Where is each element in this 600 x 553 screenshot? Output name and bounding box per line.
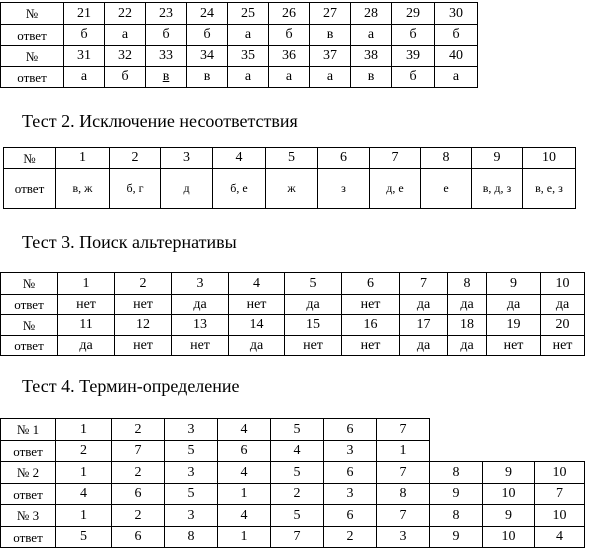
- table-cell: нет: [342, 336, 400, 356]
- table-cell: 34: [187, 46, 228, 67]
- table-cell: 5: [285, 273, 342, 295]
- table-cell: 26: [269, 3, 310, 25]
- table1-row: [1, 67, 478, 88]
- row-header-cell: ответ: [1, 441, 56, 462]
- table-cell: а: [351, 25, 392, 46]
- table-cell: нет: [487, 336, 541, 356]
- number-cell: 3: [161, 148, 213, 169]
- row-header-cell: ответ: [1, 25, 64, 46]
- table-cell: нет: [541, 336, 585, 356]
- test4-row: [1, 527, 585, 548]
- answer-cell: е: [421, 169, 472, 209]
- table-cell: да: [58, 336, 115, 356]
- number-cell: 5: [266, 148, 318, 169]
- row-header-cell: № 1: [1, 419, 56, 441]
- table-cell: 10: [483, 484, 535, 505]
- table-cell: 2: [56, 441, 112, 462]
- row-header-cell: ответ: [1, 336, 58, 356]
- table-cell: 8: [448, 273, 487, 295]
- table-cell: 4: [218, 419, 271, 441]
- table-cell: а: [105, 25, 146, 46]
- table-cell: б: [64, 25, 105, 46]
- table-cell: да: [448, 336, 487, 356]
- test4-row: [1, 484, 585, 505]
- table-cell: 2: [112, 419, 165, 441]
- number-cell: 1: [56, 148, 110, 169]
- test2-numbers-row: [4, 148, 576, 169]
- table-cell: 2: [271, 484, 324, 505]
- table-cell: 30: [435, 3, 478, 25]
- table-cell: 28: [351, 3, 392, 25]
- table-cell: 2: [112, 505, 165, 527]
- row-header-cell: ответ: [1, 527, 56, 548]
- table-cell: 33: [146, 46, 187, 67]
- table-cell: 25: [228, 3, 269, 25]
- table-cell: 10: [535, 505, 585, 527]
- table-cell: б: [187, 25, 228, 46]
- table-cell: нет: [229, 295, 285, 315]
- test4-row: [1, 462, 585, 484]
- table1-row: [1, 46, 478, 67]
- table-cell: 3: [377, 527, 430, 548]
- row-header-cell: №: [4, 148, 56, 169]
- table-cell: 27: [310, 3, 351, 25]
- table-cell: 6: [112, 527, 165, 548]
- test3-row: [1, 336, 585, 356]
- table-cell: 5: [165, 441, 218, 462]
- row-header-cell: ответ: [4, 169, 56, 209]
- table-cell: 3: [165, 505, 218, 527]
- table-cell: 5: [271, 419, 324, 441]
- test2-heading: Тест 2. Исключение несоответствия: [22, 111, 298, 131]
- table-cell: 12: [115, 315, 172, 336]
- table-cell: а: [228, 67, 269, 88]
- test4-row: [1, 505, 585, 527]
- row-header-cell: № 2: [1, 462, 56, 484]
- table-cell: 3: [172, 273, 229, 295]
- table-cell: 8: [165, 527, 218, 548]
- table-cell: 32: [105, 46, 146, 67]
- test4-table: [0, 418, 585, 548]
- table-cell: нет: [58, 295, 115, 315]
- table-cell: 9: [430, 527, 483, 548]
- table-cell: 36: [269, 46, 310, 67]
- table-cell: да: [541, 295, 585, 315]
- table-cell: 6: [324, 419, 377, 441]
- table1-row: [1, 3, 478, 25]
- table-cell: нет: [115, 336, 172, 356]
- table-cell: нет: [172, 336, 229, 356]
- table-cell: 7: [535, 484, 585, 505]
- test4-body: [1, 419, 585, 548]
- number-cell: 7: [370, 148, 421, 169]
- test3-row: [1, 295, 585, 315]
- row-header-cell: №: [1, 273, 58, 295]
- table-cell: 5: [271, 505, 324, 527]
- table-cell: 2: [324, 527, 377, 548]
- table-cell: а: [435, 67, 478, 88]
- table-cell: 9: [487, 273, 541, 295]
- table-cell: да: [487, 295, 541, 315]
- table-cell: 38: [351, 46, 392, 67]
- answer-cell: ж: [266, 169, 318, 209]
- table-cell: 21: [64, 3, 105, 25]
- table-cell: 18: [448, 315, 487, 336]
- table-cell: 4: [218, 505, 271, 527]
- table1-row: [1, 25, 478, 46]
- table-cell: 3: [165, 462, 218, 484]
- test4-row: [1, 441, 585, 462]
- row-header-cell: №: [1, 46, 64, 67]
- test4-heading: Тест 4. Термин-определение: [22, 376, 240, 396]
- table-cell: 6: [324, 505, 377, 527]
- table-cell: 1: [56, 505, 112, 527]
- number-cell: 9: [472, 148, 523, 169]
- table-cell: 8: [430, 505, 483, 527]
- answer-cell: з: [318, 169, 370, 209]
- table-cell: 10: [483, 527, 535, 548]
- table-cell: да: [448, 295, 487, 315]
- table-cell: 14: [229, 315, 285, 336]
- table-cell: 5: [165, 484, 218, 505]
- row-header-cell: № 3: [1, 505, 56, 527]
- table-cell: 8: [430, 462, 483, 484]
- answer-cell: б, е: [213, 169, 266, 209]
- test3-body: [1, 273, 585, 356]
- table-cell: 29: [392, 3, 435, 25]
- table-cell: да: [285, 295, 342, 315]
- table-cell: б: [105, 67, 146, 88]
- table-cell: 1: [56, 419, 112, 441]
- table-cell: а: [310, 67, 351, 88]
- table-cell: 7: [377, 419, 430, 441]
- table-cell: 24: [187, 3, 228, 25]
- table-cell: 3: [165, 419, 218, 441]
- table-cell: 4: [535, 527, 585, 548]
- number-cell: 2: [110, 148, 161, 169]
- table-cell: нет: [115, 295, 172, 315]
- answer-cell: в, ж: [56, 169, 110, 209]
- table-cell: нет: [285, 336, 342, 356]
- table-cell: да: [400, 336, 448, 356]
- table-cell: 1: [377, 441, 430, 462]
- test3-row: [1, 273, 585, 295]
- test2-table: [3, 147, 576, 209]
- table-cell: 40: [435, 46, 478, 67]
- table-cell: 35: [228, 46, 269, 67]
- answer-cell: в, е, з: [523, 169, 576, 209]
- table-cell: 5: [56, 527, 112, 548]
- table-cell: 1: [58, 273, 115, 295]
- row-header-cell: ответ: [1, 295, 58, 315]
- table-cell: 7: [377, 462, 430, 484]
- table-cell: 4: [56, 484, 112, 505]
- table-cell: 2: [115, 273, 172, 295]
- table-cell: нет: [342, 295, 400, 315]
- table-cell: 7: [400, 273, 448, 295]
- table-cell: 6: [342, 273, 400, 295]
- table-cell: 22: [105, 3, 146, 25]
- table-cell: 4: [229, 273, 285, 295]
- table-cell: да: [400, 295, 448, 315]
- number-cell: 6: [318, 148, 370, 169]
- test3-row: [1, 315, 585, 336]
- table-cell: 37: [310, 46, 351, 67]
- table-cell: 5: [271, 462, 324, 484]
- table-cell: 19: [487, 315, 541, 336]
- table-cell: б: [435, 25, 478, 46]
- table-cell: 7: [271, 527, 324, 548]
- table-cell: б: [392, 67, 435, 88]
- table-cell: 9: [483, 505, 535, 527]
- table1-body: [1, 3, 478, 88]
- table-cell: в: [146, 67, 187, 88]
- table-cell: 7: [112, 441, 165, 462]
- test2-body: [4, 148, 576, 209]
- answer-cell: д, е: [370, 169, 421, 209]
- test2-answers-row: [4, 169, 576, 209]
- test3-heading: Тест 3. Поиск альтернативы: [22, 232, 237, 252]
- table-cell: 7: [377, 505, 430, 527]
- number-cell: 10: [523, 148, 576, 169]
- number-cell: 4: [213, 148, 266, 169]
- row-header-cell: ответ: [1, 67, 64, 88]
- answers-table-21-40: [0, 2, 478, 88]
- table-cell: 1: [218, 527, 271, 548]
- table-cell: 10: [541, 273, 585, 295]
- table-cell: 9: [483, 462, 535, 484]
- table-cell: 4: [271, 441, 324, 462]
- table-cell: 39: [392, 46, 435, 67]
- table-cell: в: [351, 67, 392, 88]
- table-cell: 23: [146, 3, 187, 25]
- table-cell: 16: [342, 315, 400, 336]
- answer-cell: д: [161, 169, 213, 209]
- table-cell: 15: [285, 315, 342, 336]
- test4-row: [1, 419, 585, 441]
- empty-space: [430, 419, 585, 441]
- table-cell: б: [269, 25, 310, 46]
- table-cell: в: [187, 67, 228, 88]
- answer-cell: в, д, з: [472, 169, 523, 209]
- table-cell: 6: [112, 484, 165, 505]
- table-cell: да: [229, 336, 285, 356]
- table-cell: 3: [324, 441, 377, 462]
- table-cell: 6: [324, 462, 377, 484]
- table-cell: 10: [535, 462, 585, 484]
- table-cell: 6: [218, 441, 271, 462]
- table-cell: 8: [377, 484, 430, 505]
- table-cell: 13: [172, 315, 229, 336]
- table-cell: 3: [324, 484, 377, 505]
- table-cell: б: [392, 25, 435, 46]
- test3-table: [0, 272, 585, 356]
- empty-space: [430, 441, 585, 462]
- row-header-cell: ответ: [1, 484, 56, 505]
- table-cell: в: [310, 25, 351, 46]
- table-cell: а: [64, 67, 105, 88]
- table-cell: 1: [56, 462, 112, 484]
- table-cell: 4: [218, 462, 271, 484]
- table-cell: 17: [400, 315, 448, 336]
- table-cell: да: [172, 295, 229, 315]
- table-cell: 9: [430, 484, 483, 505]
- table-cell: 1: [218, 484, 271, 505]
- table-cell: а: [269, 67, 310, 88]
- table-cell: 31: [64, 46, 105, 67]
- answer-cell: б, г: [110, 169, 161, 209]
- row-header-cell: №: [1, 3, 64, 25]
- table-cell: б: [146, 25, 187, 46]
- table-cell: 11: [58, 315, 115, 336]
- number-cell: 8: [421, 148, 472, 169]
- table-cell: 20: [541, 315, 585, 336]
- table-cell: 2: [112, 462, 165, 484]
- row-header-cell: №: [1, 315, 58, 336]
- table-cell: а: [228, 25, 269, 46]
